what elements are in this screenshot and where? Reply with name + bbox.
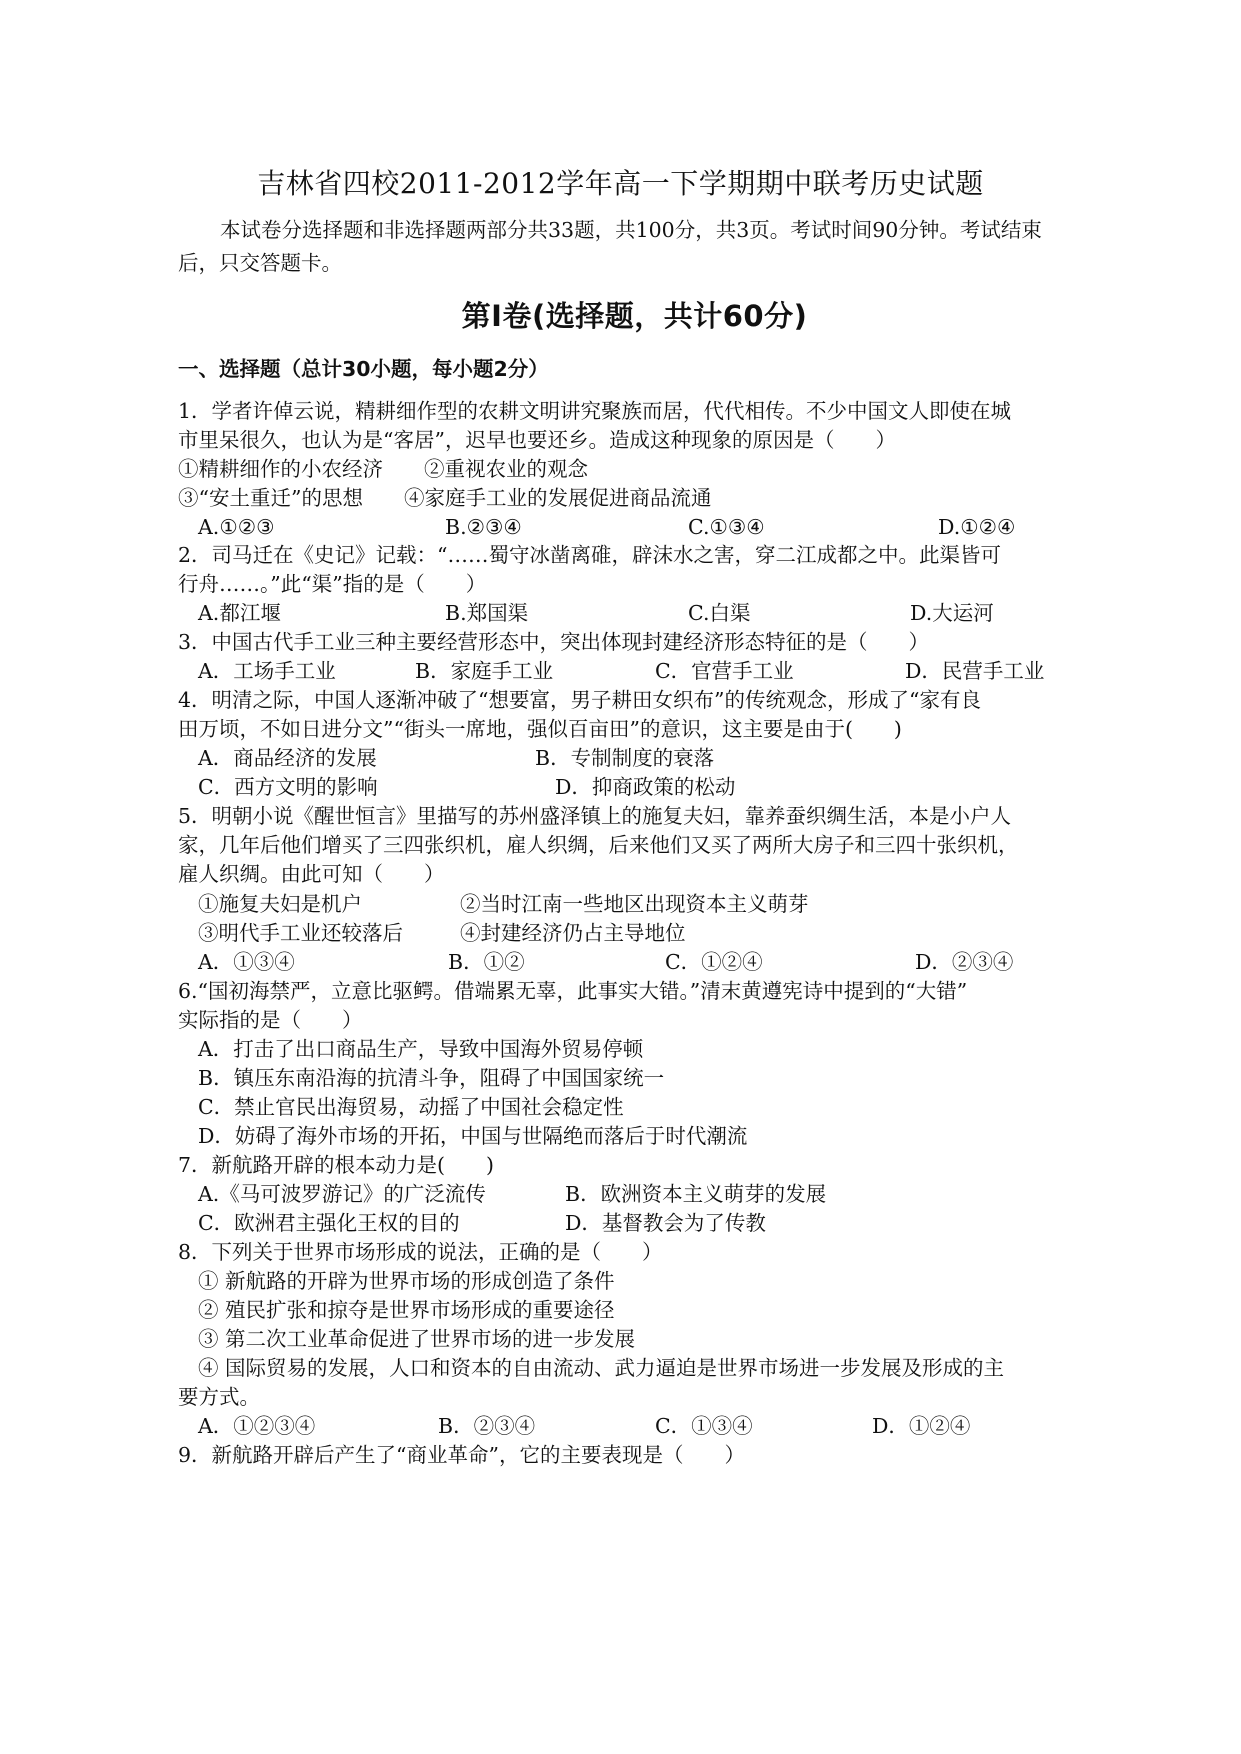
question-2-option-a: A.都江堰: [198, 601, 281, 625]
question-6-option-d: D．妨碍了海外市场的开拓，中国与世隔绝而落后于时代潮流: [198, 1124, 748, 1148]
question-4-option-b: B．专制制度的衰落: [535, 746, 715, 770]
question-4-option-c: C．西方文明的影响: [198, 775, 378, 799]
question-5-option-c: C．①②④: [665, 950, 763, 974]
question-3-option-a: A．工场手工业: [198, 659, 336, 683]
question-1-statement: ①精耕细作的小农经济 ②重视农业的观念: [178, 457, 588, 481]
subsection-title: 一、选择题（总计30小题，每小题2分）: [178, 357, 549, 381]
question-8-statement: ③ 第二次工业革命促进了世界市场的进一步发展: [198, 1327, 636, 1351]
document-title: 吉林省四校2011-2012学年高一下学期期中联考历史试题: [257, 167, 984, 200]
question-5-stem-cont: 家，几年后他们增买了三四张织机，雇人织绸，后来他们又买了两所大房子和三四十张织机，: [178, 833, 1019, 857]
question-1-statement: ③“安土重迁”的思想 ④家庭手工业的发展促进商品流通: [178, 486, 712, 510]
exam-intro: 本试卷分选择题和非选择题两部分共33题，共100分，共3页。考试时间90分钟。考试结束后，只交答题卡。: [178, 218, 1042, 275]
question-4-stem-cont: 田万顷，不如日进分文”“街头一席地，强似百亩田”的意识，这主要是由于( ): [178, 717, 902, 741]
question-9-stem: 9．新航路开辟后产生了“商业革命”，它的主要表现是（ ）: [178, 1443, 746, 1467]
question-2-option-d: D.大运河: [910, 601, 994, 625]
question-5-statement: ②当时江南一些地区出现资本主义萌芽: [460, 892, 809, 916]
question-7-option-a: A.《马可波罗游记》的广泛流传: [198, 1182, 486, 1206]
question-5-option-b: B．①②: [448, 950, 525, 974]
question-5-stem-cont: 雇人织绸。由此可知（ ）: [178, 862, 445, 886]
question-8-statement: ① 新航路的开辟为世界市场的形成创造了条件: [198, 1269, 615, 1293]
section-title: 第Ⅰ卷(选择题，共计60分): [461, 299, 808, 333]
question-3-option-b: B．家庭手工业: [415, 659, 554, 683]
question-5-statement: ①施复夫妇是机户: [198, 892, 362, 916]
question-6-stem: 6.“国初海禁严，立意比驱鳄。借端累无辜，此事实大错。”清末黄遵宪诗中提到的“大错”: [178, 979, 968, 1003]
question-5-stem: 5．明朝小说《醒世恒言》里描写的苏州盛泽镇上的施复夫妇，靠养蚕织绸生活，本是小户人: [178, 804, 1012, 828]
question-3-option-c: C．官营手工业: [655, 659, 794, 683]
question-7-option-b: B．欧洲资本主义萌芽的发展: [565, 1182, 827, 1206]
question-8-option-d: D．①②④: [872, 1414, 971, 1438]
question-8-option-a: A．①②③④: [198, 1414, 316, 1438]
question-7-option-c: C．欧洲君主强化王权的目的: [198, 1211, 460, 1235]
question-6-option-c: C．禁止官民出海贸易，动摇了中国社会稳定性: [198, 1095, 624, 1119]
question-8-option-c: C．①③④: [655, 1414, 753, 1438]
question-1-option-c: C.①③④: [688, 515, 765, 539]
question-6-option-b: B．镇压东南沿海的抗清斗争，阻碍了中国国家统一: [198, 1066, 665, 1090]
question-8-stem: 8．下列关于世界市场形成的说法，正确的是（ ）: [178, 1240, 663, 1264]
question-8-statement: ④ 国际贸易的发展，人口和资本的自由流动、武力逼迫是世界市场进一步发展及形成的主: [198, 1356, 1005, 1380]
question-4-option-d: D．抑商政策的松动: [555, 775, 736, 799]
question-7-option-d: D．基督教会为了传教: [565, 1211, 766, 1235]
question-1-option-b: B.②③④: [445, 515, 522, 539]
question-2-stem: 2．司马迁在《史记》记载：“……蜀守冰凿离碓，辟沫水之害，穿二江成都之中。此渠皆可: [178, 543, 1002, 567]
question-6-stem-cont: 实际指的是（ ）: [178, 1008, 363, 1032]
question-8-option-b: B．②③④: [438, 1414, 536, 1438]
question-1-option-d: D.①②④: [938, 515, 1016, 539]
question-7-stem: 7．新航路开辟的根本动力是( ): [178, 1153, 495, 1177]
question-6-option-a: A．打击了出口商品生产，导致中国海外贸易停顿: [198, 1037, 644, 1061]
question-5-statement: ④封建经济仍占主导地位: [460, 921, 686, 945]
question-3-option-d: D．民营手工业: [905, 659, 1045, 683]
question-5-statement: ③明代手工业还较落后: [198, 921, 403, 945]
question-5-option-d: D．②③④: [915, 950, 1014, 974]
question-1-stem-cont: 市里呆很久，也认为是“客居”，迟早也要还乡。造成这种现象的原因是（ ）: [178, 428, 896, 452]
question-8-statement: ② 殖民扩张和掠夺是世界市场形成的重要途径: [198, 1298, 615, 1322]
question-3-stem: 3．中国古代手工业三种主要经营形态中，突出体现封建经济形态特征的是（ ）: [178, 630, 930, 654]
question-4-stem: 4．明清之际，中国人逐渐冲破了“想要富，男子耕田女织布”的传统观念，形成了“家有良: [178, 688, 981, 712]
question-2-option-c: C.白渠: [688, 601, 751, 625]
question-8-statement-cont: 要方式。: [178, 1385, 260, 1409]
question-2-option-b: B.郑国渠: [445, 601, 529, 625]
question-1-stem: 1．学者许倬云说，精耕细作型的农耕文明讲究聚族而居，代代相传。不少中国文人即使在城: [178, 399, 1012, 423]
question-2-stem-cont: 行舟……。”此“渠”指的是（ ）: [178, 572, 487, 596]
question-1-option-a: A.①②③: [198, 515, 275, 539]
question-4-option-a: A．商品经济的发展: [198, 746, 377, 770]
question-5-option-a: A．①③④: [198, 950, 295, 974]
